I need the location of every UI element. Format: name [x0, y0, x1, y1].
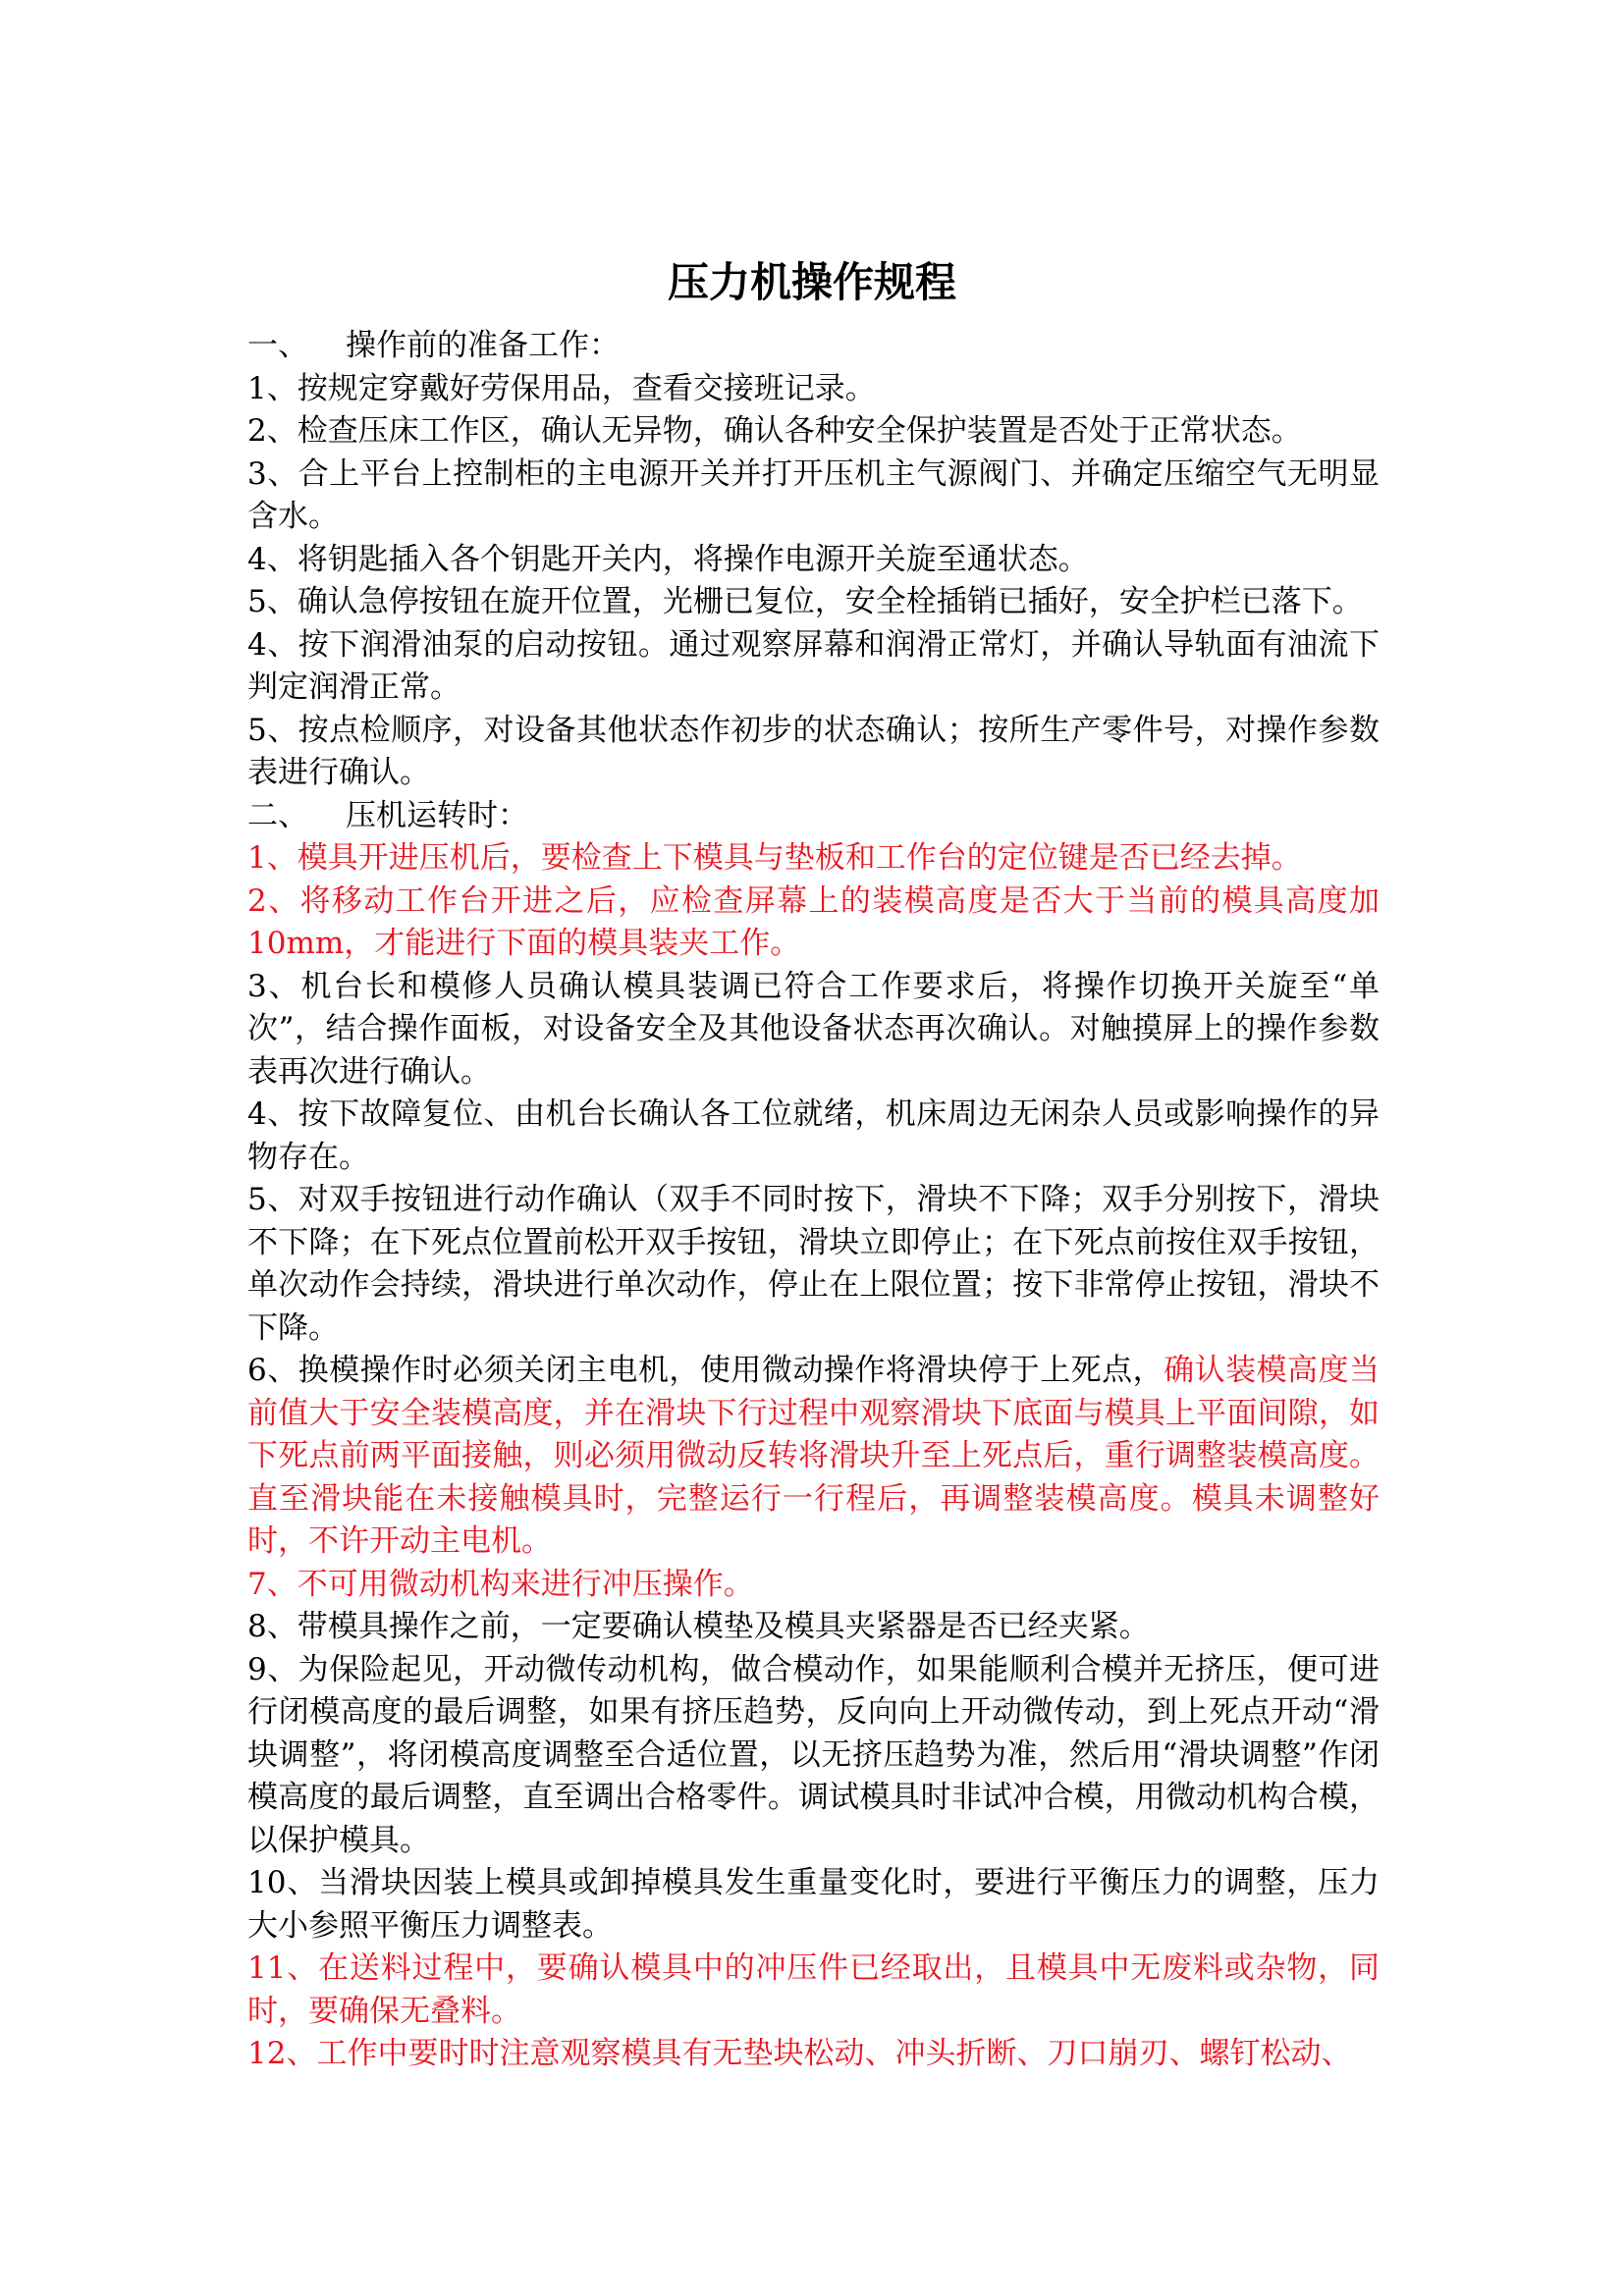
list-item: 3、合上平台上控制柜的主电源开关并打开压机主气源阀门、并确定压缩空气无明显含水。	[247, 455, 1380, 534]
page-title: 压力机操作规程	[667, 258, 956, 306]
list-item: 4、将钥匙插入各个钥匙开关内，将操作电源开关旋至通状态。	[247, 541, 1089, 577]
list-item: 5、按点检顺序，对设备其他状态作初步的状态确认；按所生产零件号，对操作参数表进行确认。	[247, 712, 1380, 790]
list-item-warning: 12、工作中要时时注意观察模具有无垫块松动、冲头折断、刀口崩刃、螺钉松动、	[247, 2036, 1352, 2071]
section-heading-running	[247, 795, 1380, 838]
section-title: 操作前的准备工作：	[346, 328, 620, 363]
list-item-text: 6、换模操作时必须关闭主电机，使用微动操作将滑块停于上死点，	[247, 1353, 1164, 1388]
section-number: 一、	[247, 328, 308, 363]
list-item: 4、按下润滑油泵的启动按钮。通过观察屏幕和润滑正常灯，并确认导轨面有油流下判定润滑正常。	[247, 626, 1380, 705]
section-number: 二、	[247, 797, 308, 833]
list-item: 1、按规定穿戴好劳保用品，查看交接班记录。	[247, 370, 876, 406]
list-item: 5、对双手按钮进行动作确认（双手不同时按下，滑块不下降；双手分别按下，滑块不下降；在下死点位置前松开双手按钮，滑块立即停止；在下死点前按住双手按钮，单次动作会持续，滑块进行单次动作，停止在上限位置；按下非常停止按钮，滑块不下降。	[247, 1182, 1380, 1346]
list-item: 9、为保险起见，开动微传动机构，做合模动作，如果能顺利合模并无挤压，便可进行闭模高度的最后调整，如果有挤压趋势，反向向上开动微传动，到上死点开动“滑块调整”，将闭模高度调整至合适位置，以无挤压趋势为准，然后用“滑块调整”作闭模高度的最后调整，直至调出合格零件。调试模具时非试冲合模，用微动机构合模，以保护模具。	[247, 1651, 1380, 1858]
list-item: 3、机台长和模修人员确认模具装调已符合工作要求后，将操作切换开关旋至“单次”，结合操作面板，对设备安全及其他设备状态再次确认。对触摸屏上的操作参数表再次进行确认。	[247, 968, 1380, 1090]
list-item-mixed	[247, 1350, 1380, 1564]
list-item-warning: 1、模具开进压机后，要检查上下模具与垫板和工作台的定位键是否已经去掉。	[247, 840, 1302, 876]
list-item-warning-text: 确认装模高度当前值大于安全装模高度，并在滑块下行过程中观察滑块下底面与模具上平面间隙，如下死点前两平面接触，则必须用微动反转将滑块升至上死点后，重行调整装模高度。直至滑块能在未接触模具时，完整运行一行程后，再调整装模高度。模具未调整好时，不许开动主电机。	[247, 1353, 1380, 1559]
document-body	[247, 325, 1380, 2076]
list-item: 2、检查压床工作区，确认无异物，确认各种安全保护装置是否处于正常状态。	[247, 413, 1302, 449]
list-item: 10、当滑块因装上模具或卸掉模具发生重量变化时，要进行平衡压力的调整，压力大小参照平衡压力调整表。	[247, 1865, 1380, 1944]
list-item: 4、按下故障复位、由机台长确认各工位就绪，机床周边无闲杂人员或影响操作的异物存在。	[247, 1096, 1380, 1175]
list-item-warning: 11、在送料过程中，要确认模具中的冲压件已经取出，且模具中无废料或杂物，同时，要确保无叠料。	[247, 1950, 1380, 2029]
list-item-warning: 7、不可用微动机构来进行冲压操作。	[247, 1566, 754, 1602]
section-heading-prep	[247, 325, 1380, 368]
list-item-warning: 2、将移动工作台开进之后，应检查屏幕上的装模高度是否大于当前的模具高度加 10mm，才能进行下面的模具装夹工作。	[247, 882, 1380, 961]
list-item: 8、带模具操作之前，一定要确认模垫及模具夹紧器是否已经夹紧。	[247, 1609, 1150, 1644]
section-title: 压机运转时：	[346, 797, 528, 833]
list-item: 5、确认急停按钮在旋开位置，光栅已复位，安全栓插销已插好，安全护栏已落下。	[247, 584, 1363, 619]
